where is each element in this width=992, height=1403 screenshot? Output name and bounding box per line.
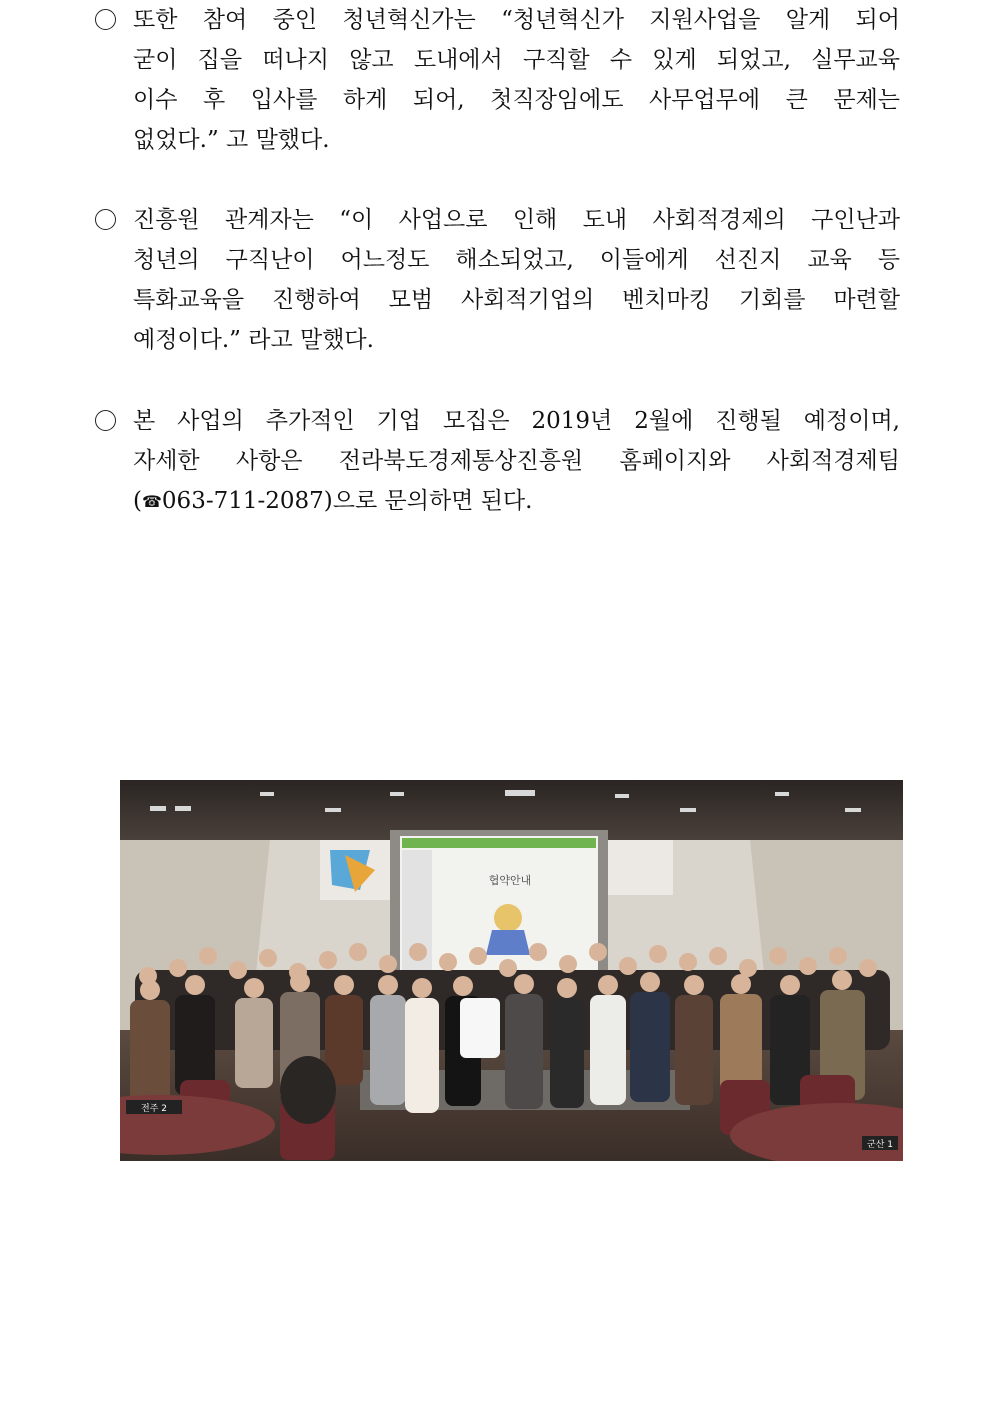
- table-sign-left: 전주 2: [141, 1104, 167, 1114]
- phone-icon: ☎: [141, 492, 162, 511]
- bullet-circle-icon: [95, 209, 116, 230]
- contact-line: [133, 481, 900, 521]
- paragraph-line: 또한 참여 중인 청년혁신가는 “청년혁신가 지원사업을 알게 되어: [133, 7, 900, 33]
- paragraph-line: 특화교육을 진행하여 모범 사회적기업의 벤치마킹 기회를 마련할: [133, 287, 900, 313]
- bullet-circle-icon: [95, 410, 116, 431]
- group-photo: [120, 780, 903, 1161]
- paragraph-line: 없었다.” 고 말했다.: [133, 127, 330, 153]
- screen-title: 협약안내: [488, 874, 532, 887]
- paragraph-line: 본 사업의 추가적인 기업 모집은 2019년 2월에 진행될 예정이며,: [133, 408, 900, 434]
- bullet-circle-icon: [95, 9, 116, 30]
- paragraph-line: 예정이다.” 라고 말했다.: [133, 327, 374, 353]
- contact-prefix: (: [133, 488, 142, 514]
- paragraph-line: 진흥원 관계자는 “이 사업으로 인해 도내 사회적경제의 구인난과: [133, 207, 900, 233]
- paragraph-line: 자세한 사항은 전라북도경제통상진흥원 홈페이지와 사회적경제팀: [133, 448, 900, 474]
- table-sign-right: 군산 1: [867, 1140, 893, 1150]
- paragraph-line: 청년의 구직난이 어느정도 해소되었고, 이들에게 선진지 교육 등: [133, 247, 900, 273]
- contact-number: 063-711-2087)으로 문의하면 된다.: [161, 488, 533, 514]
- paragraph-line: 굳이 집을 떠나지 않고 도내에서 구직할 수 있게 되었고, 실무교육: [133, 47, 900, 73]
- paragraph-line: 이수 후 입사를 하게 되어, 첫직장임에도 사무업무에 큰 문제는: [133, 87, 900, 113]
